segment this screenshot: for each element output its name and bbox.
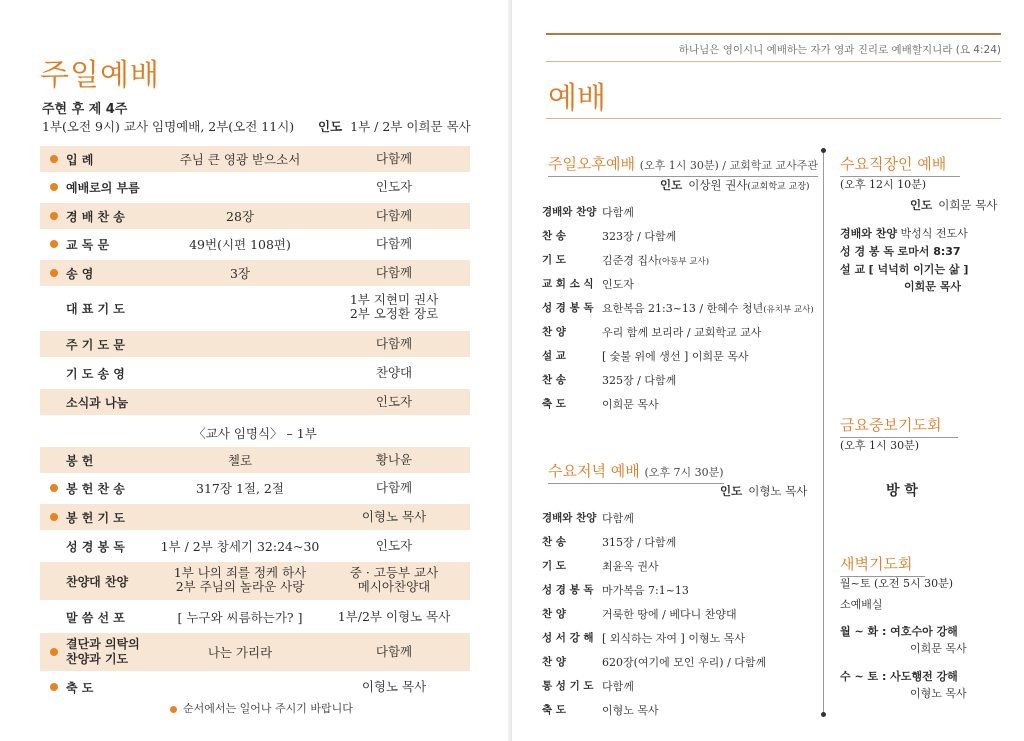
leader-label: 인도	[318, 119, 343, 134]
order-item: 기 도 김준경 집사(아동부 교사)	[542, 254, 710, 267]
row-content: 1부 / 2부 창세기 32:24~30	[160, 539, 320, 554]
order-item: 경배와 찬양 다함께	[542, 206, 634, 219]
sunday-pm-title: 주일오후예배 (오후 1시 30분) / 교회학교 교사주관	[548, 153, 818, 177]
order-item: 찬 양 우리 함께 보리라 / 교회학교 교사	[542, 326, 762, 339]
workers-preacher: 이희문 목사	[904, 280, 961, 293]
leader-name: 1부 / 2부 이희문 목사	[350, 119, 471, 134]
row-person: 다함께	[375, 207, 413, 223]
friday-status: 방 학	[886, 483, 918, 499]
order-item: 찬 송 315장 / 다함께	[542, 536, 677, 549]
row-content: 나는 가리라	[207, 645, 273, 660]
bullet-icon	[50, 212, 58, 220]
note-text: 순서에서는 일어나 주시기 바랍니다	[183, 702, 353, 715]
bullet-icon	[50, 183, 58, 191]
row-label-2: 찬양과 기도	[66, 652, 129, 666]
order-row	[40, 633, 470, 671]
row-person: 다함께	[375, 335, 413, 351]
right-page	[512, 0, 1024, 741]
order-row	[40, 562, 470, 600]
row-person: 인도자	[375, 393, 413, 409]
bullet-icon	[50, 155, 58, 163]
row-content: 28장	[226, 209, 254, 224]
order-item: 성 서 강 해 [ 외식하는 자여 ] 이형노 목사	[542, 632, 745, 645]
appointment-heading: 〈교사 임명식〉 – 1부	[193, 426, 317, 441]
friday-time: (오후 1시 30분)	[840, 439, 920, 452]
workers-order-item: 설 교 [ 넉넉히 이기는 삶 ]	[840, 263, 969, 276]
dawn-preacher: 이희문 목사	[910, 642, 967, 655]
order-item: 통 성 기 도 다함께	[542, 680, 634, 693]
row-person: 이형노 목사	[361, 678, 427, 694]
row-label: 성 경 봉 독	[66, 539, 125, 554]
order-row	[40, 604, 470, 630]
row-label: 대 표 기 도	[66, 301, 125, 316]
order-item: 찬 송 323장 / 다함께	[542, 230, 677, 243]
order-item: 찬 송 325장 / 다함께	[542, 374, 677, 387]
order-item: 설 교 [ 숯불 위에 생선 ] 이희문 목사	[542, 350, 749, 363]
order-item: 경배와 찬양 다함께	[542, 512, 634, 525]
dawn-schedule: 월 ~ 화 : 여호수아 강해	[840, 625, 958, 638]
row-label: 입 례	[66, 152, 94, 167]
row-label: 봉 헌 찬 송	[66, 481, 125, 496]
row-person: 다함께	[375, 643, 413, 659]
order-item: 찬 양 거룩한 땅에 / 베다니 찬양대	[542, 608, 737, 621]
order-row	[40, 174, 470, 200]
row-label: 송 영	[66, 266, 94, 281]
row-content: 49번(시편 108편)	[189, 237, 291, 252]
row-label: 기 도 송 영	[66, 366, 125, 381]
row-label: 결단과 의탁의	[66, 637, 140, 651]
order-row	[40, 389, 470, 415]
row-person: 중 · 고등부 교사	[349, 565, 439, 580]
row-label: 말 씀 선 포	[66, 610, 125, 625]
bullet-icon	[50, 683, 58, 691]
top-rule	[546, 33, 1001, 35]
row-label: 축 도	[66, 680, 94, 695]
row-person: 찬양대	[375, 364, 413, 380]
row-content: 1부 나의 죄를 정케 하사	[173, 565, 307, 580]
order-row	[40, 360, 470, 386]
row-content: [ 누구와 씨름하는가? ]	[177, 610, 303, 625]
workers-service-time: (오후 12시 10분)	[840, 178, 927, 191]
row-person: 인도자	[375, 537, 413, 553]
order-row	[40, 674, 470, 700]
leader	[318, 117, 471, 135]
row-label: 경 배 찬 송	[66, 209, 125, 224]
row-content: 317장 1절, 2절	[196, 481, 284, 496]
dawn-schedule: 수 ~ 토 : 사도행전 강해	[840, 670, 958, 683]
order-item: 교 회 소 식 인도자	[542, 278, 634, 291]
row-person: 다함께	[375, 150, 413, 166]
row-person: 다함께	[375, 235, 413, 251]
dawn-title: 새벽기도회	[840, 553, 925, 577]
rule	[546, 61, 1001, 62]
dawn-time: 월~토 (오전 5시 30분)	[840, 577, 954, 590]
order-row	[40, 533, 470, 559]
row-content: 3장	[229, 266, 251, 281]
row-label: 주 기 도 문	[66, 337, 125, 352]
row-person: 다함께	[375, 264, 413, 280]
row-person: 다함께	[375, 479, 413, 495]
order-row	[40, 260, 470, 286]
order-row	[40, 331, 470, 357]
workers-service-title: 수요직장인 예배	[840, 153, 960, 177]
row-person-2: 2부 오정환 장로	[349, 306, 439, 322]
row-label: 찬양대 찬양	[66, 574, 129, 589]
service-times: 1부(오전 9시) 교사 임명예배, 2부(오전 11시)	[42, 119, 295, 134]
bullet-icon	[50, 484, 58, 492]
row-person: 1부/2부 이형노 목사	[337, 608, 451, 624]
bullet-icon	[50, 513, 58, 521]
page-title: 주일예배	[40, 58, 160, 93]
row-person: 이형노 목사	[361, 508, 427, 524]
order-row	[40, 203, 470, 229]
bible-verse: 하나님은 영이시니 예배하는 자가 영과 진리로 예배할지니라 (요 4:24)	[678, 44, 1001, 56]
wednesday-title: 수요저녁 예배 (오후 7시 30분)	[548, 460, 724, 484]
sunday-pm-leader: 인도 이상원 권사(교회학교 교장)	[660, 178, 810, 192]
bullet-icon	[50, 240, 58, 248]
order-row	[40, 231, 470, 257]
row-person: 1부 지현미 권사	[349, 292, 439, 307]
order-item: 성 경 봉 독 요한복음 21:3~13 / 한혜수 청년(유치부 교사)	[542, 302, 814, 315]
week-label: 주현 후 제 4주	[42, 102, 128, 117]
row-label: 예배로의 부름	[66, 180, 140, 195]
order-row	[40, 146, 470, 172]
rule	[546, 118, 1001, 119]
order-item: 축 도 이형노 목사	[542, 704, 659, 717]
order-row	[40, 475, 470, 501]
order-item: 기 도 최윤옥 권사	[542, 560, 659, 573]
order-row	[40, 290, 470, 326]
row-person-2: 메시아찬양대	[357, 579, 431, 595]
dawn-place: 소예배실	[840, 598, 883, 611]
standing-note	[170, 700, 353, 716]
order-row	[40, 504, 470, 530]
order-item: 성 경 봉 독 마가복음 7:1~13	[542, 584, 689, 597]
workers-order-item: 경배와 찬양 박성식 전도사	[840, 227, 968, 240]
bullet-icon	[50, 269, 58, 277]
row-content: 주님 큰 영광 받으소서	[179, 152, 301, 167]
dawn-preacher: 이형노 목사	[910, 687, 967, 700]
row-person: 황나윤	[375, 451, 413, 467]
workers-order-item: 성 경 봉 독 로마서 8:37	[840, 245, 961, 258]
friday-title: 금요중보기도회	[840, 414, 958, 438]
order-item: 찬 양 620장(여기에 모인 우리) / 다함께	[542, 656, 767, 669]
row-label: 소식과 나눔	[66, 395, 129, 410]
section-title: 예배	[548, 81, 606, 116]
bullet-icon	[50, 648, 58, 656]
row-content-2: 2부 주님의 놀라운 사랑	[175, 579, 305, 595]
row-label: 봉 헌	[66, 453, 94, 468]
order-row	[40, 447, 470, 473]
order-item: 축 도 이희문 목사	[542, 398, 659, 411]
bullet-icon	[170, 706, 177, 713]
row-person: 인도자	[375, 178, 413, 194]
row-label: 봉 헌 기 도	[66, 510, 125, 525]
wednesday-leader: 인도 이형노 목사	[720, 484, 808, 498]
row-content: 첼로	[227, 453, 253, 468]
row-label: 교 독 문	[66, 237, 110, 252]
workers-service-leader: 인도 이희문 목사	[910, 198, 998, 212]
